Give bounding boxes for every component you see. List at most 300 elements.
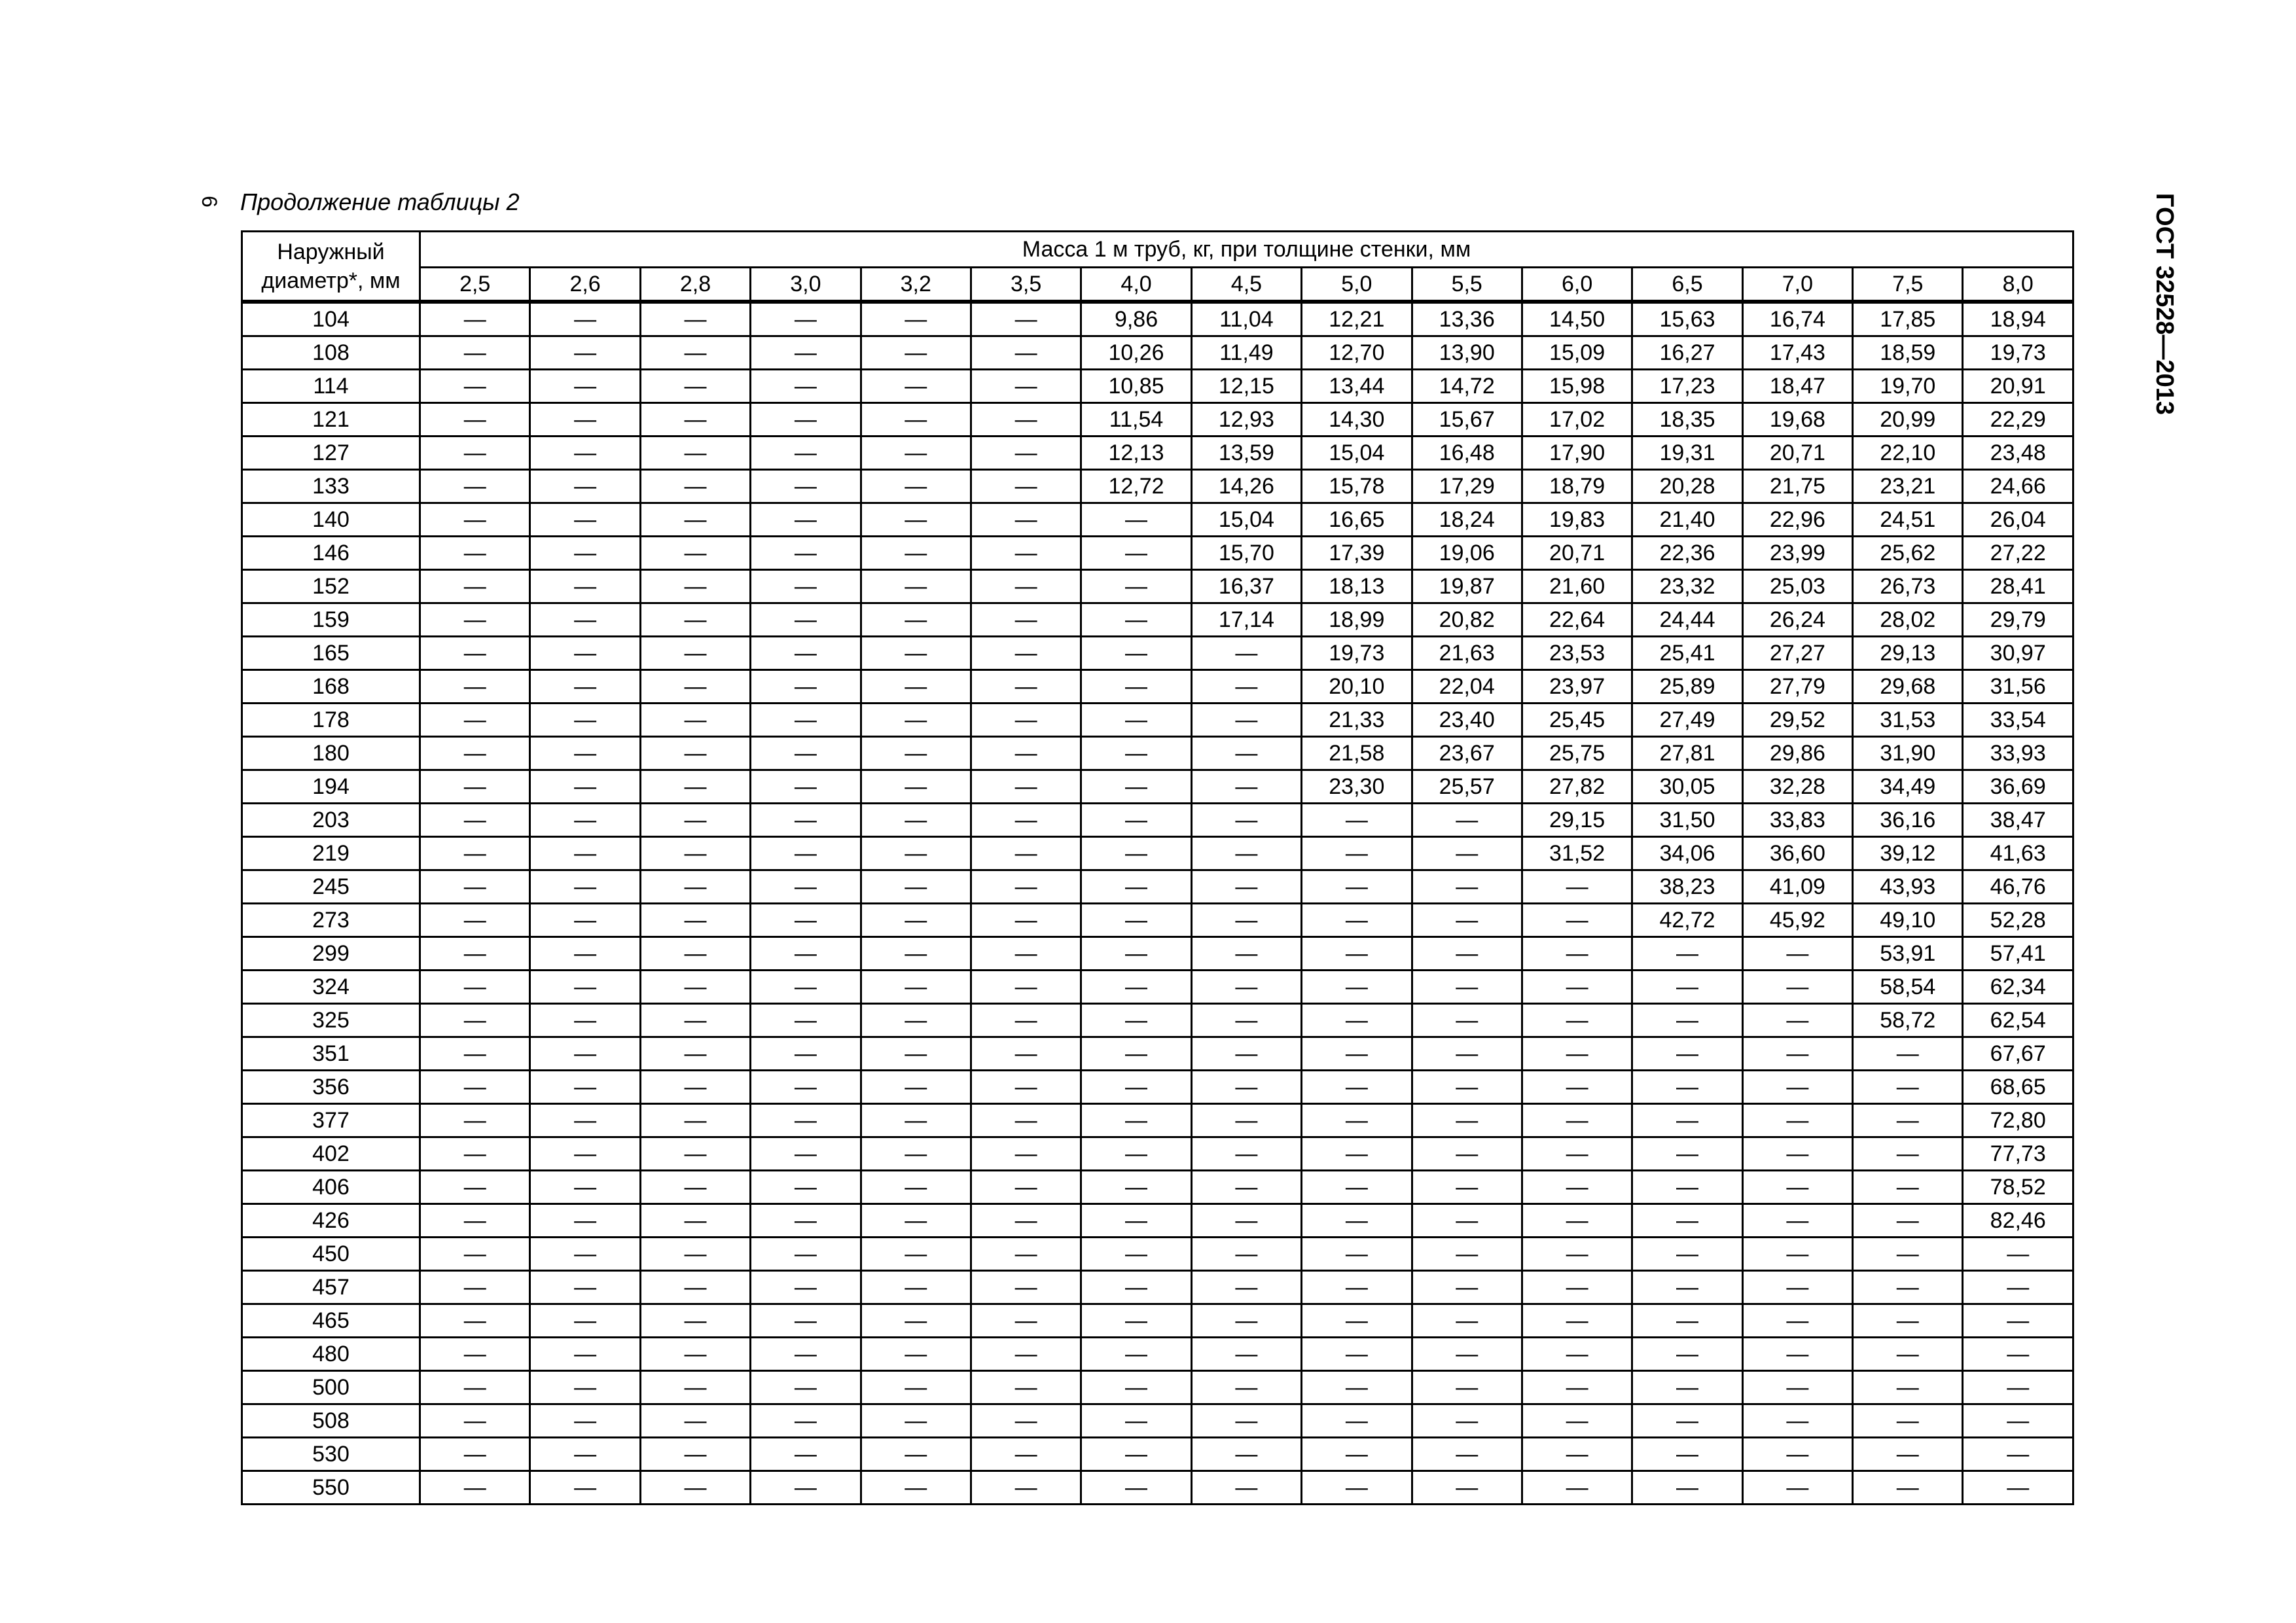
mass-cell: 29,15 (1522, 804, 1632, 837)
mass-cell: — (751, 670, 861, 704)
mass-cell: 21,75 (1742, 470, 1852, 503)
mass-cell: 31,53 (1853, 704, 1963, 737)
mass-cell: 20,71 (1522, 537, 1632, 570)
mass-cell: — (861, 1404, 971, 1438)
mass-cell: 33,54 (1963, 704, 2073, 737)
mass-cell: — (1191, 1271, 1301, 1304)
mass-cell: — (861, 937, 971, 971)
mass-cell: — (751, 770, 861, 804)
mass-cell: — (420, 1404, 530, 1438)
mass-cell: — (1742, 1137, 1852, 1171)
mass-cell: 42,72 (1632, 904, 1742, 937)
mass-cell: 34,49 (1853, 770, 1963, 804)
diameter-cell: 108 (242, 336, 420, 370)
mass-cell: — (1081, 1037, 1191, 1071)
mass-cell: — (971, 870, 1081, 904)
mass-cell: — (971, 1104, 1081, 1137)
mass-cell: — (1632, 1271, 1742, 1304)
mass-cell: 17,23 (1632, 370, 1742, 403)
thickness-header-row (242, 268, 2073, 302)
mass-cell: — (1522, 1304, 1632, 1338)
mass-cell: — (420, 1204, 530, 1238)
mass-cell: — (640, 1137, 750, 1171)
mass-cell: 14,30 (1302, 403, 1412, 437)
mass-cell: — (1191, 1304, 1301, 1338)
mass-cell: 62,54 (1963, 1004, 2073, 1037)
mass-cell: — (1302, 804, 1412, 837)
mass-cell: — (530, 937, 640, 971)
mass-cell: — (420, 1171, 530, 1204)
diameter-cell: 457 (242, 1271, 420, 1304)
thickness-header: 6,5 (1632, 268, 1742, 302)
mass-cell: — (420, 670, 530, 704)
mass-cell: — (1522, 1338, 1632, 1371)
diameter-cell: 480 (242, 1338, 420, 1371)
mass-cell: — (1302, 1238, 1412, 1271)
mass-cell: — (640, 837, 750, 870)
thickness-header: 6,0 (1522, 268, 1632, 302)
mass-cell: — (1632, 937, 1742, 971)
mass-cell: 26,04 (1963, 503, 2073, 537)
mass-cell: — (861, 637, 971, 670)
mass-cell: — (1191, 1071, 1301, 1104)
mass-cell: — (751, 503, 861, 537)
table-row (242, 937, 2073, 971)
table-row (242, 870, 2073, 904)
mass-cell: 23,32 (1632, 570, 1742, 603)
mass-cell: 36,69 (1963, 770, 2073, 804)
mass-cell: 11,49 (1191, 336, 1301, 370)
mass-cell: 12,72 (1081, 470, 1191, 503)
mass-cell: 43,93 (1853, 870, 1963, 904)
mass-cell: 26,24 (1742, 603, 1852, 637)
mass-cell: — (751, 370, 861, 403)
mass-cell: — (971, 1171, 1081, 1204)
mass-cell: 19,31 (1632, 437, 1742, 470)
mass-cell: 15,09 (1522, 336, 1632, 370)
table-row (242, 1137, 2073, 1171)
mass-cell: — (971, 1238, 1081, 1271)
table-row (242, 1304, 2073, 1338)
mass-cell: — (530, 1238, 640, 1271)
mass-cell: 30,05 (1632, 770, 1742, 804)
mass-cell: 28,02 (1853, 603, 1963, 637)
mass-cell: — (1302, 837, 1412, 870)
mass-cell: — (751, 336, 861, 370)
mass-cell: — (1853, 1371, 1963, 1404)
mass-cell: — (1081, 770, 1191, 804)
mass-cell: 33,93 (1963, 737, 2073, 770)
mass-cell: — (1853, 1137, 1963, 1171)
mass-cell: 29,86 (1742, 737, 1852, 770)
table-row (242, 1338, 2073, 1371)
diameter-cell: 203 (242, 804, 420, 837)
mass-cell: — (1302, 870, 1412, 904)
mass-cell: — (1412, 804, 1522, 837)
mass-cell: — (1632, 1404, 1742, 1438)
mass-cell: — (861, 503, 971, 537)
mass-cell: — (1191, 670, 1301, 704)
mass-cell: — (640, 1037, 750, 1071)
mass-cell: 19,73 (1963, 336, 2073, 370)
mass-cell: 13,59 (1191, 437, 1301, 470)
mass-cell: 15,78 (1302, 470, 1412, 503)
mass-cell: — (1191, 870, 1301, 904)
mass-cell: — (1191, 1404, 1301, 1438)
mass-cell: — (971, 1137, 1081, 1171)
mass-cell: — (1412, 1338, 1522, 1371)
mass-cell: — (751, 1271, 861, 1304)
mass-cell: — (751, 1204, 861, 1238)
mass-cell: — (420, 470, 530, 503)
diameter-cell: 402 (242, 1137, 420, 1171)
mass-cell: — (1302, 1371, 1412, 1404)
mass-cell: — (751, 804, 861, 837)
diameter-cell: 299 (242, 937, 420, 971)
mass-cell: — (530, 1037, 640, 1071)
diameter-cell: 426 (242, 1204, 420, 1238)
mass-cell: — (1412, 837, 1522, 870)
mass-cell: — (751, 1404, 861, 1438)
diameter-cell: 508 (242, 1404, 420, 1438)
mass-cell: — (640, 804, 750, 837)
mass-cell: — (971, 1004, 1081, 1037)
mass-cell: 13,90 (1412, 336, 1522, 370)
table-row (242, 737, 2073, 770)
mass-cell: — (971, 704, 1081, 737)
mass-cell: 22,04 (1412, 670, 1522, 704)
table-row (242, 1004, 2073, 1037)
mass-cell: — (1853, 1037, 1963, 1071)
mass-cell: — (1302, 1338, 1412, 1371)
mass-cell: — (530, 570, 640, 603)
mass-cell: — (640, 470, 750, 503)
diameter-cell: 133 (242, 470, 420, 503)
mass-cell: — (1081, 1171, 1191, 1204)
diameter-cell: 406 (242, 1171, 420, 1204)
mass-cell: — (1632, 1371, 1742, 1404)
mass-cell: — (530, 1137, 640, 1171)
mass-cell: — (1302, 1104, 1412, 1137)
mass-cell: 18,47 (1742, 370, 1852, 403)
mass-cell: 12,13 (1081, 437, 1191, 470)
mass-cell: — (1522, 1204, 1632, 1238)
mass-cell: — (1302, 1137, 1412, 1171)
mass-cell: — (530, 403, 640, 437)
mass-cell: — (420, 770, 530, 804)
diameter-cell: 465 (242, 1304, 420, 1338)
mass-cell: — (640, 603, 750, 637)
mass-cell: — (971, 770, 1081, 804)
mass-cell: — (1302, 1004, 1412, 1037)
table-row (242, 1271, 2073, 1304)
table-row (242, 804, 2073, 837)
mass-cell: — (1302, 1037, 1412, 1071)
mass-cell: — (1742, 1371, 1852, 1404)
mass-cell: — (1412, 1171, 1522, 1204)
mass-cell: — (640, 1304, 750, 1338)
mass-cell: — (640, 1238, 750, 1271)
table-row (242, 837, 2073, 870)
mass-cell: — (861, 403, 971, 437)
mass-cell: — (1522, 1404, 1632, 1438)
diameter-cell: 219 (242, 837, 420, 870)
mass-cell: — (640, 704, 750, 737)
mass-cell: — (971, 1071, 1081, 1104)
mass-cell: 25,45 (1522, 704, 1632, 737)
mass-cell: 29,68 (1853, 670, 1963, 704)
mass-cell: — (530, 1171, 640, 1204)
table-row (242, 1104, 2073, 1137)
mass-cell: — (1742, 1471, 1852, 1505)
mass-cell: 17,02 (1522, 403, 1632, 437)
mass-cell: — (1412, 1371, 1522, 1404)
mass-cell: — (861, 1071, 971, 1104)
mass-cell: — (530, 370, 640, 403)
mass-cell: 78,52 (1963, 1171, 2073, 1204)
thickness-header: 7,0 (1742, 268, 1852, 302)
mass-cell: — (861, 670, 971, 704)
mass-cell: — (971, 937, 1081, 971)
mass-cell: — (1412, 971, 1522, 1004)
mass-cell: — (751, 1037, 861, 1071)
thickness-header: 3,2 (861, 268, 971, 302)
table-row (242, 1404, 2073, 1438)
mass-cell: 31,52 (1522, 837, 1632, 870)
mass-cell: — (1302, 971, 1412, 1004)
mass-cell: — (640, 1404, 750, 1438)
mass-cell: — (1081, 1304, 1191, 1338)
mass-cell: — (971, 837, 1081, 870)
mass-cell: — (1081, 1371, 1191, 1404)
diameter-cell: 530 (242, 1438, 420, 1471)
mass-cell: — (1302, 1438, 1412, 1471)
mass-cell: — (1081, 1238, 1191, 1271)
mass-cell: — (1742, 1004, 1852, 1037)
mass-cell: — (420, 1004, 530, 1037)
thickness-header: 2,5 (420, 268, 530, 302)
mass-cell: 16,48 (1412, 437, 1522, 470)
mass-cell: 27,82 (1522, 770, 1632, 804)
mass-cell: — (530, 1404, 640, 1438)
table-row (242, 1171, 2073, 1204)
mass-cell: 20,99 (1853, 403, 1963, 437)
mass-cell: 15,04 (1302, 437, 1412, 470)
mass-cell: — (1963, 1404, 2073, 1438)
mass-cell: — (1742, 1338, 1852, 1371)
mass-cell: — (420, 603, 530, 637)
table-caption: Продолжение таблицы 2 (240, 188, 520, 215)
mass-cell: 19,87 (1412, 570, 1522, 603)
mass-cell: 18,59 (1853, 336, 1963, 370)
mass-cell: 23,53 (1522, 637, 1632, 670)
mass-cell: — (420, 904, 530, 937)
mass-cell: — (420, 737, 530, 770)
mass-cell: 25,41 (1632, 637, 1742, 670)
mass-cell: — (530, 737, 640, 770)
mass-cell: 20,91 (1963, 370, 2073, 403)
diameter-cell: 325 (242, 1004, 420, 1037)
mass-cell: — (1191, 937, 1301, 971)
mass-cell: — (1302, 1071, 1412, 1104)
mass-cell: 30,97 (1963, 637, 2073, 670)
table-row (242, 1071, 2073, 1104)
mass-cell: 23,99 (1742, 537, 1852, 570)
mass-cell: — (1302, 904, 1412, 937)
mass-cell: — (971, 670, 1081, 704)
mass-cell: 12,15 (1191, 370, 1301, 403)
diameter-cell: 121 (242, 403, 420, 437)
table-row (242, 503, 2073, 537)
mass-cell: — (1632, 1438, 1742, 1471)
mass-cell: — (1081, 503, 1191, 537)
mass-cell: — (971, 1271, 1081, 1304)
diameter-cell: 324 (242, 971, 420, 1004)
mass-cell: 41,63 (1963, 837, 2073, 870)
mass-cell: 58,54 (1853, 971, 1963, 1004)
mass-cell: — (530, 1204, 640, 1238)
mass-cell: 18,99 (1302, 603, 1412, 637)
mass-cell: 27,27 (1742, 637, 1852, 670)
mass-cell: 23,67 (1412, 737, 1522, 770)
mass-cell: 16,74 (1742, 302, 1852, 336)
mass-cell: — (971, 570, 1081, 603)
mass-cell: 22,29 (1963, 403, 2073, 437)
table-body (242, 302, 2073, 1505)
mass-cell: 22,36 (1632, 537, 1742, 570)
mass-cell: — (751, 403, 861, 437)
mass-cell: 16,27 (1632, 336, 1742, 370)
thickness-header: 2,8 (640, 268, 750, 302)
diameter-cell: 550 (242, 1471, 420, 1505)
mass-cell: 25,75 (1522, 737, 1632, 770)
mass-cell: — (1081, 1271, 1191, 1304)
mass-cell: — (751, 603, 861, 637)
mass-cell: — (1853, 1438, 1963, 1471)
mass-cell: — (640, 1204, 750, 1238)
mass-cell: — (861, 1137, 971, 1171)
mass-cell: — (420, 1304, 530, 1338)
mass-cell: 24,44 (1632, 603, 1742, 637)
mass-cell: — (420, 1338, 530, 1371)
mass-cell: — (1081, 804, 1191, 837)
mass-cell: — (861, 904, 971, 937)
mass-cell: — (640, 971, 750, 1004)
mass-cell: — (971, 437, 1081, 470)
mass-cell: 36,16 (1853, 804, 1963, 837)
mass-cell: — (420, 437, 530, 470)
mass-cell: 20,28 (1632, 470, 1742, 503)
mass-cell: 20,10 (1302, 670, 1412, 704)
mass-cell: — (1081, 637, 1191, 670)
mass-cell: — (1191, 904, 1301, 937)
mass-cell: — (1302, 1271, 1412, 1304)
mass-cell: 17,14 (1191, 603, 1301, 637)
mass-cell: — (1302, 1404, 1412, 1438)
table-row (242, 704, 2073, 737)
mass-cell: — (861, 1338, 971, 1371)
diameter-header: Наружный диаметр*, мм (242, 232, 420, 302)
mass-cell: — (640, 1338, 750, 1371)
mass-cell: — (1191, 1137, 1301, 1171)
mass-cell: — (1963, 1304, 2073, 1338)
mass-cell: — (1522, 1471, 1632, 1505)
mass-cell: — (1191, 1171, 1301, 1204)
diameter-cell: 377 (242, 1104, 420, 1137)
mass-cell: — (640, 1271, 750, 1304)
mass-cell: 38,23 (1632, 870, 1742, 904)
mass-cell: — (1522, 870, 1632, 904)
mass-cell: 29,79 (1963, 603, 2073, 637)
mass-cell: — (640, 770, 750, 804)
mass-cell: — (751, 937, 861, 971)
mass-cell: 31,56 (1963, 670, 2073, 704)
mass-cell: 14,26 (1191, 470, 1301, 503)
mass-cell: — (530, 470, 640, 503)
mass-cell: — (640, 1438, 750, 1471)
mass-cell: — (1081, 1471, 1191, 1505)
diameter-cell: 104 (242, 302, 420, 336)
table-row (242, 1371, 2073, 1404)
mass-cell: — (1191, 837, 1301, 870)
mass-cell: — (751, 870, 861, 904)
mass-cell: — (1081, 1404, 1191, 1438)
table-row (242, 537, 2073, 570)
mass-cell: — (1522, 1104, 1632, 1137)
mass-cell: 23,30 (1302, 770, 1412, 804)
mass-cell: — (420, 1104, 530, 1137)
mass-cell: 15,67 (1412, 403, 1522, 437)
mass-cell: — (1081, 1438, 1191, 1471)
diameter-cell: 127 (242, 437, 420, 470)
mass-cell: — (530, 1104, 640, 1137)
mass-cell: — (861, 770, 971, 804)
mass-cell: 19,70 (1853, 370, 1963, 403)
mass-cell: — (971, 1037, 1081, 1071)
mass-cell: 23,21 (1853, 470, 1963, 503)
mass-cell: — (530, 637, 640, 670)
mass-cell: — (1963, 1271, 2073, 1304)
table-row (242, 437, 2073, 470)
mass-cell: — (1522, 971, 1632, 1004)
mass-cell: — (1081, 904, 1191, 937)
mass-cell: 17,29 (1412, 470, 1522, 503)
mass-cell: — (1081, 1204, 1191, 1238)
mass-cell: — (971, 904, 1081, 937)
mass-cell: — (751, 1171, 861, 1204)
mass-cell: 18,24 (1412, 503, 1522, 537)
mass-cell: — (861, 1037, 971, 1071)
mass-cell: — (1853, 1204, 1963, 1238)
mass-cell: 21,63 (1412, 637, 1522, 670)
mass-cell: — (1522, 1271, 1632, 1304)
mass-cell: — (1853, 1271, 1963, 1304)
header-row (242, 232, 2073, 268)
mass-cell: — (1853, 1404, 1963, 1438)
mass-cell: — (1853, 1471, 1963, 1505)
mass-cell: — (1081, 537, 1191, 570)
mass-cell: — (1191, 770, 1301, 804)
mass-cell: — (1191, 1004, 1301, 1037)
mass-cell: — (420, 1371, 530, 1404)
mass-cell: 13,36 (1412, 302, 1522, 336)
mass-cell: — (640, 870, 750, 904)
diameter-cell: 159 (242, 603, 420, 637)
diameter-cell: 180 (242, 737, 420, 770)
mass-cell: — (971, 470, 1081, 503)
mass-cell: — (530, 804, 640, 837)
mass-cell: 25,03 (1742, 570, 1852, 603)
